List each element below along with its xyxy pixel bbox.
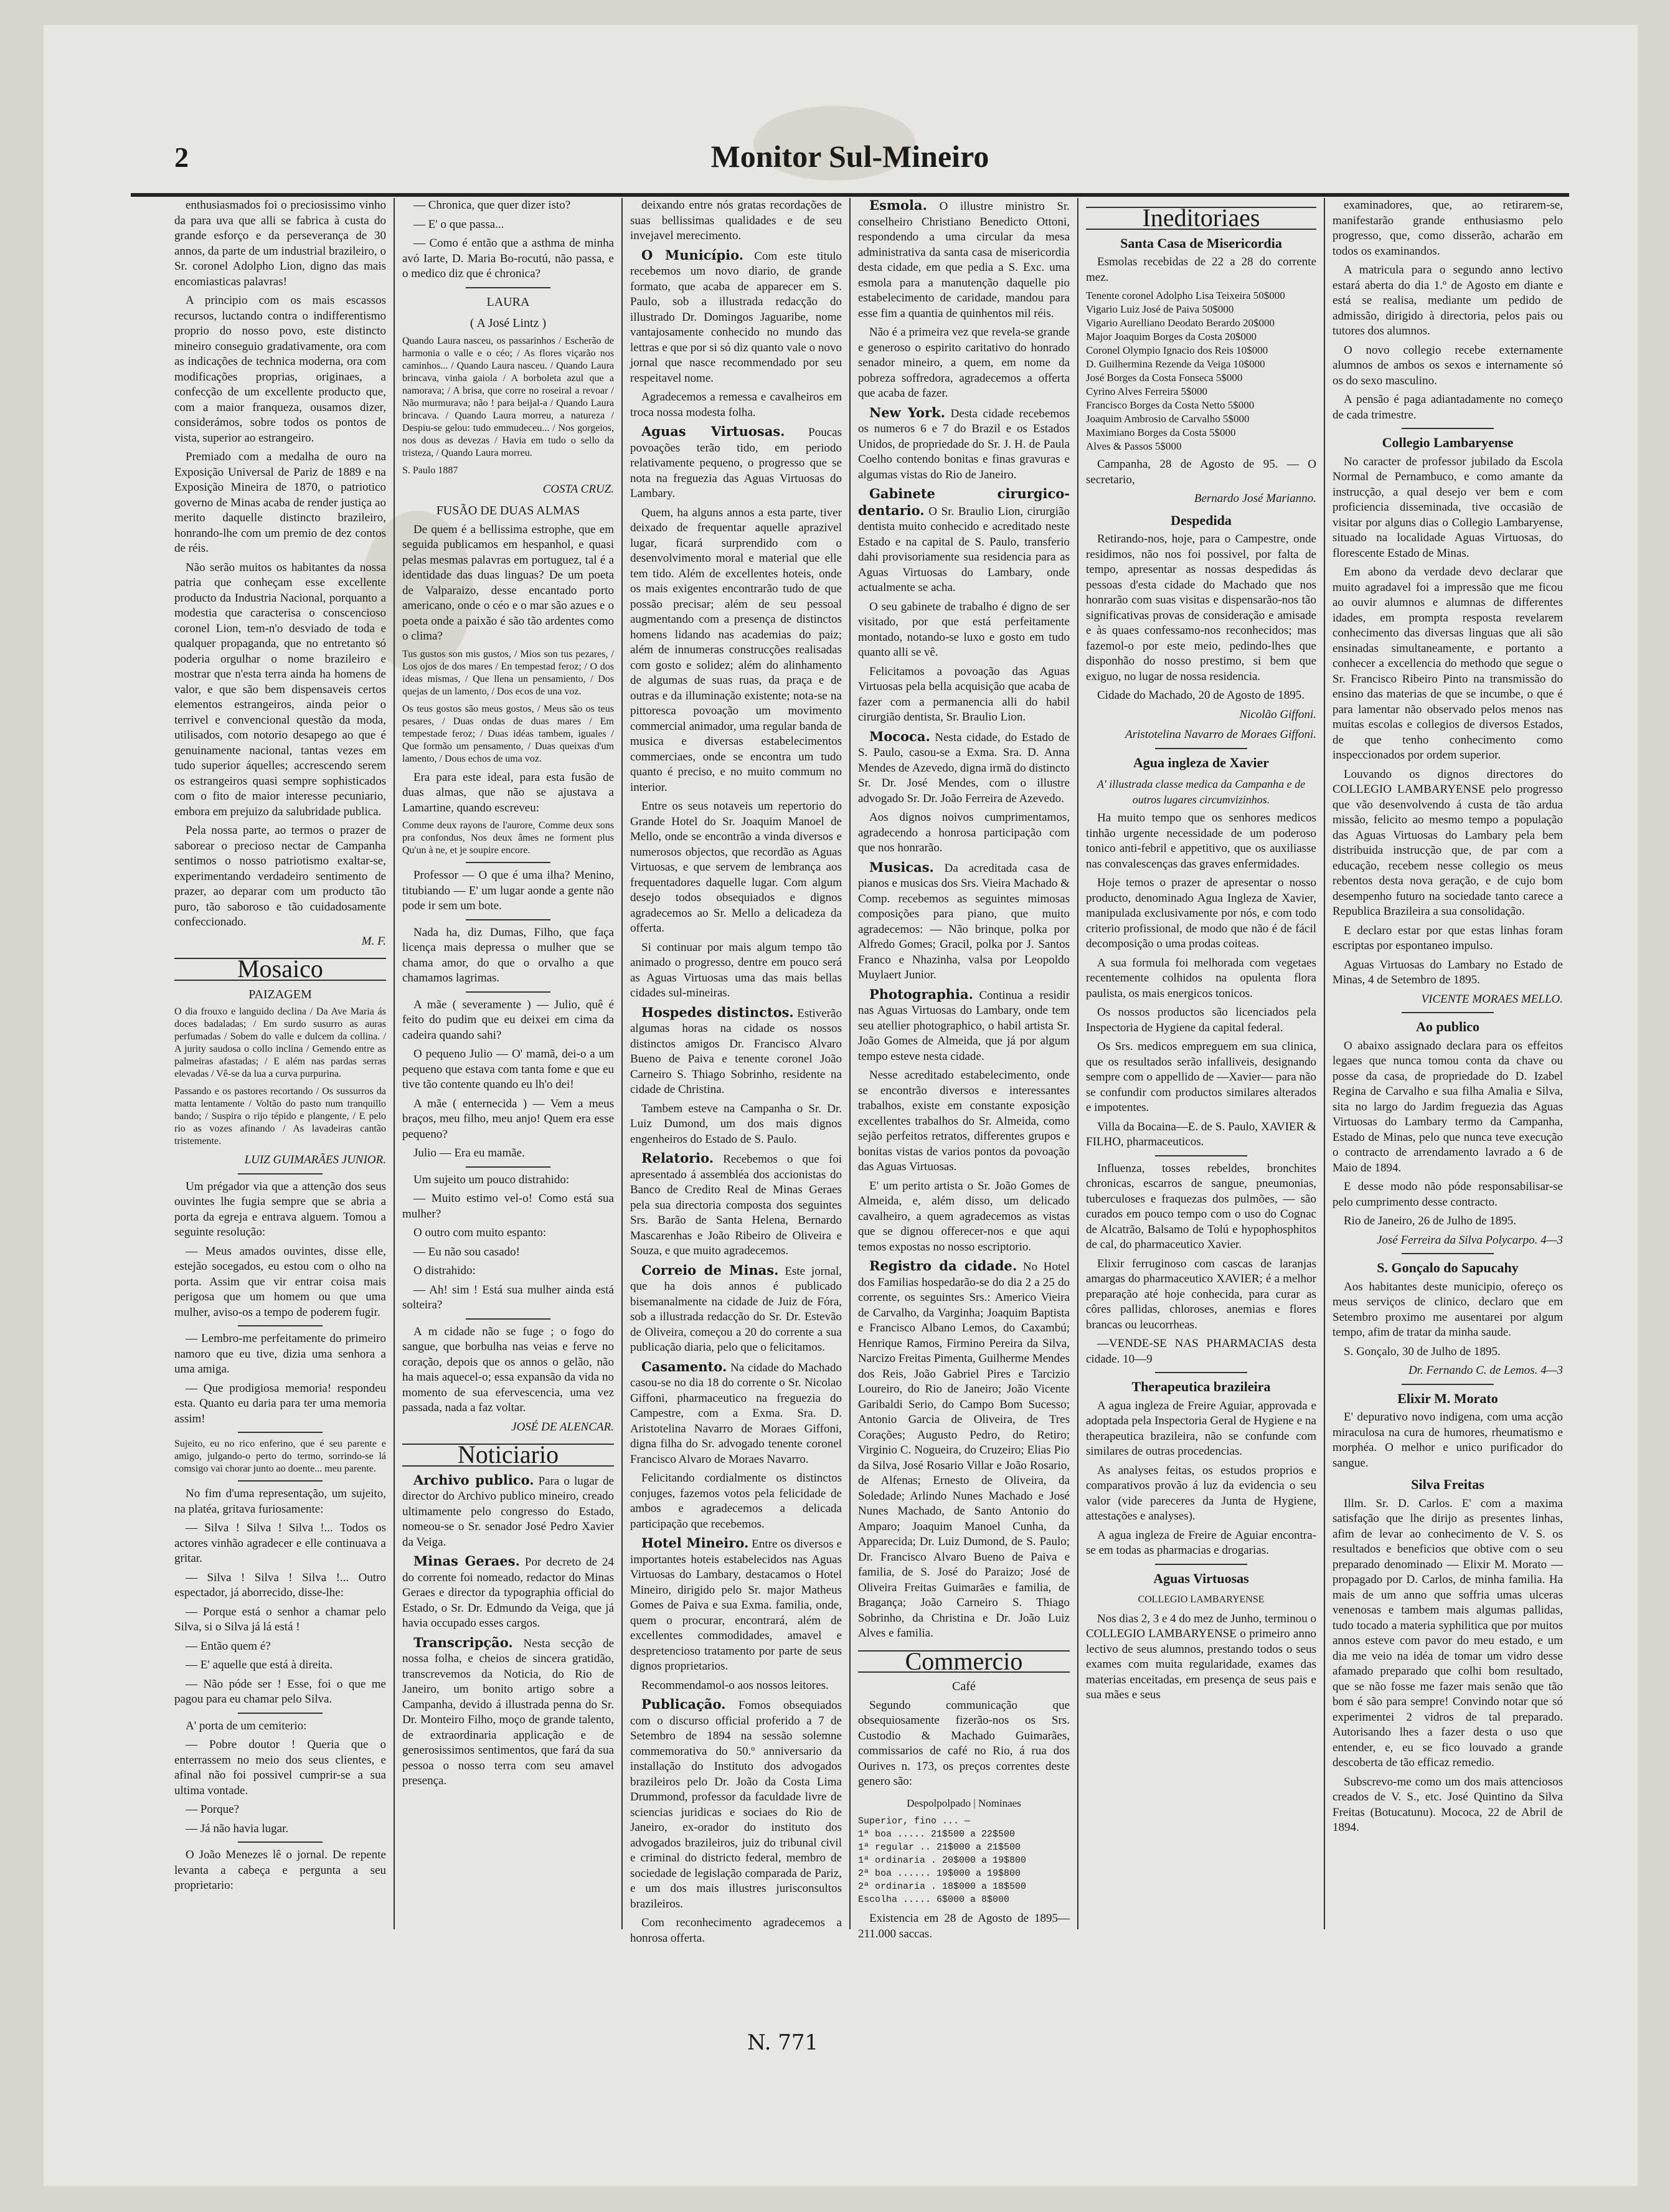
signature: LUIZ GUIMARÃES JUNIOR. [244,1153,386,1166]
paragraph: Um sujeito um pouco distrahido: [413,1173,570,1186]
paragraph: — Muito estimo vel-o! Como está sua mulher? [402,1192,614,1221]
paragraph: A agua ingleza de Freire de Aguiar encontra-se em todas as pharmacias e drogarias. [1086,1528,1316,1557]
paragraph: Illm. Sr. D. Carlos. E' com a maxima satisfação que lhe dirijo as presentes linhas, afim de levar ao conhecimento de V. S. os resultados e beneficios que obtive com o seu preparado denominado — Elixir M. Morato — propagado por D. Carlos, de minha familia. Ha mais de um anno que soffria umas ulceras venenosas e tambem mais algumas pallidas, tudo tocado a materia syphilitica que por muitos annos esteve com pavor do meu estado, e um dia me veio na idéa de tomar um vidro desse afamado preparado que colhi bom resultado, que se não fosse me fazer mais senão que tão bom é são para sempre! Convindo notar que só experimentei 2 vidros de tal preparado. Autorisando lhes a fazer desta o uso que entender, e, eu se fico louvado a grande descoberta de tão efficaz remedio. [1333,1496,1563,1769]
subheading: FUSÃO DE DUAS ALMAS [436,504,580,518]
paragraph: — Não póde ser ! Esse, foi o que me pagou para eu chamar pelo Silva. [174,1677,386,1706]
poem-place: S. Paulo 1887 [402,465,458,476]
news-headline: Aguas Virtuosas. [641,423,785,439]
list-item: José Borges da Costa Fonseca 5$000 [1086,372,1243,384]
signature: M. F. [361,934,386,948]
divider [1402,1012,1494,1013]
news-headline: Relatorio. [641,1150,714,1166]
news-body: Este jornal, que ha dois annos é publicado bisemanalmente na cidade de Juiz de Fóra, sob a illustrada redacção do Sr. Dr. Estevão de Oliveira, começou a 20 do corrente a sua publicação diaria, pelo que o felicitamos. [630,1264,842,1354]
paragraph: Com reconhecimento agradecemos a honrosa offerta. [630,1916,842,1945]
paragraph: No caracter de professor jubilado da Escola Normal de Pernambuco, e como amante da instrucção, a qual desejo ver bem e com proficiencia disseminada, tive occasião de visitar por alguns dias o Collegio Lambaryense, situado na localidade Aguas Virtuosas, do florescente Estado de Minas. [1333,455,1563,560]
table-row: 1ª regular .. 21$000 a 21$500 [858,1842,1021,1853]
divider [466,862,550,863]
column-1 [174,198,386,1929]
paragraph: A agua ingleza de Freire Aguiar, approvada e adoptada pela Inspectoria Geral de Hygiene e na therapeutica brazileira, não se confunde com similares de outras procedencias. [1086,1399,1316,1458]
paragraph: Pela nossa parte, ao termos o prazer de saborear o precioso nectar de Campanha sentimos o nosso patriotismo exaltar-se, experimentando verdadeiro sentimento de prazer, ao deparar com um producto tão puro, tão saboroso e tão cuidadosamente confeccionado. [174,824,386,929]
divider [1155,1564,1247,1565]
subheading: Therapeutica brazileira [1131,1379,1271,1394]
news-body: Com este titulo recebemos um novo diario, de grande formato, que acaba de apparecer em S. Paulo, sob a illustrada redacção do illustrado Dr. Domingos Jaguaribe, nome vantajosamente conhecido no mundo das lettras e que por si só diz quanto vale o novo jornal que nasce recommendado por seu respeitavel nome. [630,249,842,385]
news-body: Fomos obsequiados com o discurso official proferido a 7 de Setembro de 1894 na sessão solemne commemorativa do 50.º anniversario da installação do Instituto dos advogados brazileiros pelo Dr. João da Costa Lima Drummond, professor da faculdade livre de sciencias juridicas e sociaes do Rio de Janeiro, ex-orador do instituto dos advogados brazileiros, juiz do tribunal civil e criminal do districto federal, membro de sociedade de legislação comparada de Pariz, e um dos mais illustres jurisconsultos brazileiros. [630,1699,842,1911]
table-row: 2ª boa ...... 19$000 a 19$800 [858,1868,1021,1879]
news-headline: Registro da cidade. [869,1258,1017,1274]
subheading: Aguas Virtuosas [1153,1570,1249,1586]
verse: Sujeito, eu no rico enferino, que é seu parente e amigo, julgando-o perto do termo, sorrindo-se lá comsigo vai chorar junto ao doente... meu parente. [174,1439,386,1474]
paragraph: Não é a primeira vez que revela-se grande e generoso o espirito caritativo do honrado senador mineiro, a quem, em nome da pobreza soffredora, agradecemos a offerta que acaba de fazer. [858,326,1070,400]
paragraph: A pensão é paga adiantadamente no começo de cada trimestre. [1333,393,1563,422]
paragraph: — E' aquelle que está à direita. [186,1658,333,1671]
list-item: Vigario Aurelliano Deodato Berardo 20$000 [1086,317,1275,329]
verse: Os teus gostos são meus gostos, / Meus são os teus pesares, / Duas ondas de duas mares / Em tempestade feroz; / Duas idéas tambem, iguales / Que formão um pensamento, / Duas queixas d'um lamento, / Dous echos de uma voz. [402,703,614,764]
table-row: Superior, fino ... — [858,1816,971,1827]
news-body: Para o lugar de director do Archivo publico mineiro, creado ultimamente pelo congresso do Estado, nomeou-se o Sr. senador José Pedro Xavier da Veiga. [402,1474,615,1549]
article-columns [174,197,1569,1945]
paragraph: — Silva ! Silva ! Silva !... Outro espectador, já aborrecido, disse-lhe: [174,1571,386,1599]
paragraph: Aos dignos noivos cumprimentamos, agradecendo a honrosa participação com que nos honrarão. [858,811,1070,854]
column-3 [630,198,842,1945]
paragraph: A mãe ( enternecida ) — Vem a meus braços, meu filho, meu anjo! Quem era esse pequeno? [402,1097,614,1141]
news-headline: New York. [869,404,945,420]
dedication: A' illustrada classe medica da Campanha e de outros lugares circumvizinhos. [1097,778,1306,806]
paragraph: — Silva ! Silva ! Silva !... Todos os actores vinhão agradecer e elle continuava a gritar. [174,1521,386,1565]
paragraph: Influenza, tosses rebeldes, bronchites chronicas, escarros de sangue, pneumonias, tuberculoses e fraquezas dos pulmões, — são curados em pouco tempo com o uso do Cognac de Alcatrão, Balsamo de Tolú e hypophosphitos de cal, do pharmaceutico Xavier. [1086,1161,1316,1251]
divider [238,1480,323,1482]
paragraph: Julio — Era eu mamãe. [413,1146,525,1160]
news-headline: Hotel Mineiro. [641,1535,749,1551]
news-body: Desta cidade recebemos os numeros 6 e 7 do Brazil e os Estados Unidos, de propriedade do Sr. J. H. de Paula Coelho contendo bonitas e finas gravuras e algumas vistas do Rio de Janeiro. [858,407,1070,481]
page-header [131,125,1569,197]
news-body: Nesta cidade, do Estado de S. Paulo, casou-se a Exma. Sra. D. Anna Mendes de Azevedo, digna irmã do distincto Sr. Dr. José Mendes, com o illustre advogado Sr. Dr. João Ferreira de Azevedo. [858,730,1070,805]
paragraph: — Lembro-me perfeitamente do primeiro namoro que eu tive, dizia uma senhora a uma amiga. [174,1332,386,1376]
paragraph: S. Gonçalo, 30 de Julho de 1895. [1344,1345,1501,1358]
divider [1402,1384,1494,1385]
paragraph: A' porta de um cemiterio: [186,1719,307,1732]
paragraph: E' um perito artista o Sr. João Gomes de Almeida, e, além disso, um delicado cavalheiro, a quem agradecemos as vistas que se dignou offerecer-nos e que aqui temos expostas no nosso escriptorio. [858,1179,1070,1254]
paragraph: Era para este ideal, para esta fusão de duas almas, que não se ajustava a Lamartine, quando escreveu: [402,770,614,815]
paragraph: — Porque está o senhor a chamar pelo Silva, si o Silva já lá está ! [174,1605,386,1633]
paragraph: Segundo communicação que obsequiosamente fizerão-nos os Srs. Custodio & Machado Guimarães, commissarios de café no Rio, á rua dos Ourives n. 173, os preços correntes deste genero são: [858,1698,1070,1788]
news-headline: Gabinete cirurgico-dentario. [858,486,1070,518]
paragraph: Agradecemos a remessa e cavalheiros em troca nossa modesta folha. [630,390,842,419]
table-row: 2ª ordinaria . 18$000 a 18$500 [858,1881,1027,1892]
news-headline: Minas Geraes. [413,1553,520,1569]
paragraph: Hoje temos o prazer de apresentar o nosso producto, denominado Agua Ingleza de Xavier, manipulada exclusivamente por nós, e com todo criterio profissional, de modo que não é de fácil decomposição o uma prodas coiteas. [1086,876,1316,950]
divider [466,991,550,993]
paragraph: E desse modo não póde responsabilisar-se pelo cumprimento desse contracto. [1333,1180,1563,1209]
news-body: Estiverão algumas horas na cidade os nossos distinctos amigos Dr. Francisco Alvaro Bueno de Paiva e tenente coronel João Carneiro S. Thiago Sobrinho, residente na cidade de Christina. [630,1006,842,1096]
paragraph: Cidade do Machado, 20 de Agosto de 1895. [1097,689,1304,702]
paragraph: Retirando-nos, hoje, para o Campestre, onde residimos, não nos foi possivel, por falta de tempo, apresentar as nossas despedidas ás pessoas d'esta cidade do Machado que nos honrarão com suas visitas e dispensarão-nos tão significativas provas de consideração e amisade e às quaes confessamo-nos reconhecidos; mas fazemol-o por este meio, pedindo-lhes que disponhão do nosso prestimo, si bem que exiguo, no lugar de nossa residencia. [1086,532,1316,683]
paragraph: Professor — O que é uma ilha? Menino, titubiando — E' um lugar aonde a gente não pode ir sem um bote. [402,869,614,912]
list-item: Coronel Olympio Ignacio dos Reis 10$000 [1086,344,1268,356]
paragraph: — Então quem é? [186,1639,271,1653]
paragraph: Nos dias 2, 3 e 4 do mez de Junho, terminou o COLLEGIO LAMBARYENSE o primeiro anno lectivo de seus alumnos, prestando todos o seus exames com muita regularidade, exames das materias enceitadas, em presença de seus pais e sua mães e seus [1086,1612,1316,1701]
column-rule [849,198,851,1929]
subheading: Ao publico [1415,1019,1480,1034]
verse: Tus gustos son mis gustos, / Mios son tus pezares, / Los ojos de dos mares / En tempestad feroz; / O dos ideas mismas, / Que llena un pensamiento, / Dos quejas de un lamento, / Dos ecos de una voz. [402,648,614,697]
paragraph: Aos habitantes deste municipio, ofereço os meus serviços de clinico, declaro que em Setembro proximo me ausentarei por algum tempo, afim de tratar da minha saude. [1333,1280,1563,1339]
paragraph: O outro com muito espanto: [413,1226,547,1239]
paragraph: Aguas Virtuosas do Lambary no Estado de Minas, 4 de Setembro de 1895. [1333,958,1563,986]
news-headline: Publicação. [641,1696,726,1712]
paragraph: As analyses feitas, os estudos proprios e comparativos provão á luz da evidencia o seu valor (vide pareceres da Junta de Hygiene, attestações e analyses). [1086,1463,1316,1523]
list-item: Major Joaquim Borges da Costa 20$000 [1086,331,1257,343]
column-2 [402,198,614,1929]
table-row: 1ª ordinaria . 20$000 a 19$800 [858,1855,1027,1866]
divider [1155,1372,1247,1373]
paragraph: A sua formula foi melhorada com vegetaes recentemente colhidos na opulenta flora paulista, os mais energicos tonicos. [1086,956,1316,1000]
news-headline: Archivo publico. [413,1472,534,1488]
news-headline: Transcripção. [413,1634,513,1650]
subheading: Santa Casa de Misericordia [1120,235,1282,251]
paragraph: — Pobre doutor ! Queria que o enterrassem no meio dos seus clientes, e afinal não foi possivel cumprir-se a sua ultima vontade. [174,1738,386,1797]
paragraph: — Que prodigiosa memoria! respondeu esta. Quanto eu daria para ter uma memoria assim! [174,1381,386,1425]
news-headline: Musicas. [869,859,934,875]
poem-title: PAIZAGEM [248,987,312,1001]
paragraph: Subscrevo-me como um dos mais attenciosos creados de V. S., etc. José Quintino da Silva Freitas (Botucatunu). Mococa, 22 de Abril de 1894. [1333,1775,1563,1834]
news-body: Da acreditada casa de pianos e musicas dos Srs. Vieira Machado & Comp. recebemos as seguintes mimosas composições para piano, que muito agradecemos: — Não brinque, polka por Alfredo Gomes; Gracil, polka por J. Santos Franco e Nhazinha, valsa por Leopoldo Muylaert Junior. [858,861,1070,981]
paragraph: Ha muito tempo que os senhores medicos tinhão urgente necessidade de um poderoso tonico anti-febril e appetitivo, que os auxiliasse nas convalescenças das graves enfermidades. [1086,811,1316,871]
paragraph: — Meus amados ouvintes, disse elle, estejão socegados, eu estou com o olho na porta. Assim que vir entrar coisa mais perigosa que um homem ou que uma mulher, aviso-os a tempo de poderem fugir. [174,1244,386,1319]
subheading: Silva Freitas [1411,1477,1484,1492]
paragraph: E declaro estar por que estas linhas foram escriptas por espontaneo impulso. [1333,924,1563,952]
list-item: Vigario Luiz José de Paiva 50$000 [1086,303,1234,315]
divider [1155,1155,1247,1156]
news-body: Poucas povoações terão tido, em periodo relativamente pequeno, o progresso que se nota na freguezia das Aguas Virtuosas do Lambary. [630,426,842,500]
poem-stanza: O dia frouxo e languido declina / Da Ave Maria ás doces badaladas; / Em surdo susurro as auras perfumadas / Sobem do valle e dulcem da collina. / A jurity saudosa o collo inclina / Gemendo entre as palmeiras afastadas; / E além nas pardas serras elevadas / Vê-se da lua a curva purpurina. [174,1006,386,1079]
paragraph: — Porque? [186,1803,240,1816]
paragraph: Campanha, 28 de Agosto de 95. — O secretario, [1086,458,1316,486]
price-table [858,1815,1070,1906]
paragraph: Felicitando cordialmente os distinctos conjuges, fazemos votos pela felicidade de ambos e agradecemos a delicada participação que recebemos. [630,1472,842,1531]
divider [1402,428,1494,429]
divider [1155,748,1247,749]
paragraph: — Ah! sim ! Está sua mulher ainda está solteira? [402,1283,614,1312]
paragraph: O abaixo assignado declara para os effeitos legaes que nunca tomou conta da chave ou posse da casa, de propriedade do D. Izabel Regina de Carvalho e sua filha Amalia e Silva, sita no largo do Jardim freguezia das Aguas Virtuosas do Lambary termo da Campanha, Estado de Minas, pelo que nunca teve execução o contracto de arrendamento lavrado a 6 de Maio de 1894. [1333,1039,1563,1175]
signature: José Ferreira da Silva Polycarpo. 4—3 [1376,1233,1563,1247]
divider [466,287,550,288]
paragraph: Os Srs. medicos empreguem em sua clinica, que os resultados serão infalliveis, designando sempre com o appellido de —Xavier— para não se confundir com productos similares alterados e impotentes. [1086,1040,1316,1114]
news-body: Por decreto de 24 do corrente foi nomeado, redactor do Minas Geraes e director da typographia official do Estado, o Sr. Dr. Edmundo da Veiga, que já havia occupado esses cargos. [402,1556,614,1630]
masthead-title: Monitor Sul-Mineiro [710,139,989,174]
column-rule [1324,198,1325,1929]
divider [238,1841,323,1843]
paragraph: — Já não havia lugar. [186,1822,289,1835]
poem-stanza: Quando Laura nasceu, os passarinhos / Escherão de harmonia o valle e o céo; / As flores viçarão nos caminhos... / Quando Laura nasceu. / Quando Laura brincava, vinha gaiola / A borboleta azul que a namorava; / A brisa, que corre no roseiral a revoar / Não murmurava; não ! para beijal-a / Quando Laura brincava. / Quando Laura morreu, a natureza / Despiu-se gelou: tudo emmudeceu... / Nos gorgeios, nos dous as devezas / Havia em tudo o sello da tristeza, / Quando Laura morreu. [402,335,614,458]
section-heading-commercio: Commercio [858,1650,1070,1673]
news-headline: Correio de Minas. [641,1262,779,1278]
list-item: Francisco Borges da Costa Netto 5$000 [1086,399,1255,411]
sheet-number: N. 771 [747,2030,819,2055]
column-4 [858,197,1070,1940]
signature: Nicolão Giffoni. [1239,707,1316,721]
column-rule [621,198,623,1929]
subheading: S. Gonçalo do Sapucahy [1377,1260,1519,1275]
news-body: Recebemos o que foi apresentado á assembléa dos accionistas do Banco de Credito Real de Minas Geraes pela sua directoria composta dos seguintes Srs. Barão de Santa Helena, Bernardo Mascarenhas e João Ribeiro de Oliveira e Souza, e que muito agradecemos. [630,1153,842,1257]
poem-title: LAURA [486,295,530,309]
donation-list [1086,289,1316,453]
paragraph: —VENDE-SE NAS PHARMACIAS desta cidade. 10—9 [1086,1337,1316,1366]
divider [466,919,550,920]
news-body: Na cidade do Machado casou-se no dia 18 do corrente o Sr. Nicolao Giffoni, pharmaceutico na freguezia do Campestre, com a Exma. Sra. D. Aristotelina Navarro de Moraes Giffoni, digna filha do Sr. advogado tenente coronel Francisco Alvaro de Moraes Navarro. [630,1361,842,1466]
section-heading-noticiario: Noticiario [402,1444,614,1467]
paragraph: deixando entre nós gratas recordações de suas bellissimas qualidades e de seu invejavel merecimento. [630,199,842,242]
news-headline: O Município. [641,247,744,263]
paragraph: Si continuar por mais algum tempo tão animado o progresso, dentre em pouco será as Aguas Virtuosas uma das mais bellas cidades sul-mineiras. [630,940,842,1000]
signature: Bernardo José Marianno. [1194,492,1316,505]
paragraph: Premiado com a medalha de ouro na Exposição Universal de Pariz de 1889 e na Exposição Mineira de 1870, o patriotico governo de Minas acaba de render justiça ao merito daquelle distincto brazileiro, honrando-lhe com um premio de dez contos de réis. [174,450,386,555]
divider [238,1325,323,1326]
news-headline: Casamento. [641,1358,727,1374]
section-heading-ineditoriaes: Ineditoriaes [1086,207,1316,230]
divider [238,1173,323,1175]
subheading: Despedida [1171,512,1232,528]
subheading: Collegio Lambaryense [1382,435,1514,450]
paragraph: Rio de Janeiro, 26 de Julho de 1895. [1344,1214,1517,1227]
news-headline: Photographia. [869,986,973,1002]
signature: VICENTE MORAES MELLO. [1421,992,1563,1006]
subheading: COLLEGIO LAMBARYENSE [1138,1594,1265,1605]
news-body: Entre os diversos e importantes hoteis estabelecidos nas Aguas Virtuosas do Lambary, destacamos o Hotel Mineiro, dirigido pelo Sr. major Matheus Gomes de Paiva e sua Exma. familia, onde, quem o procurar, encontrará, além de excellentes commodidades, amavel e despretencioso tratamento por parte de seus dignos proprietarios. [630,1538,842,1673]
paragraph: Villa da Bocaina—E. de S. Paulo, XAVIER & FILHO, pharmaceuticos. [1086,1120,1316,1148]
news-headline: Esmola. [869,197,927,213]
paragraph: Tambem esteve na Campanha o Sr. Dr. Luiz Dumond, um dos mais dignos engenheiros do Estado de S. Paulo. [630,1102,842,1146]
paragraph: A matricula para o segundo anno lectivo estará aberta do dia 1.º de Agosto em diante e está se realisa, mediante um pedido de admissão, dirigido à directoria, pelos pais ou tutores dos alumnos. [1333,263,1563,338]
paragraph: — Como é então que a asthma de minha avó Iarte, D. Maria Bo-rocutú, não passa, e o medico diz que é chronica? [402,237,614,280]
list-item: D. Guilhermina Rezende da Veiga 10$000 [1086,358,1265,370]
news-body: Continua a residir nas Aguas Virtuosas do Lambary, onde tem seu atellier photographico, o habil artista Sr. João Gomes de Almeida, que já por algum tempo esteve nesta cidade. [858,988,1070,1063]
paragraph: examinadores, que, ao retirarem-se, manifestarão grande enthusiasmo pelo progresso, que, como disserão, acharão em todos os examinandos. [1333,199,1563,258]
paragraph: — Chronica, que quer dizer isto? [413,199,571,212]
paragraph: — E' o que passa... [413,217,504,231]
paragraph: Um prégador via que a attenção dos seus ouvintes lhe fugia sempre que se abria a porta da egreja e entrava alguem. Tomou a seguinte resolução: [174,1179,386,1239]
signature: Dr. Fernando C. de Lemos. 4—3 [1408,1364,1563,1377]
paragraph: Felicitamos a povoação das Aguas Virtuosas pela bella acquisição que acaba de fazer com a permanencia alli do habil cirurgião dentista, Sr. Braulio Lion. [858,664,1070,724]
list-item: Maximiano Borges da Costa 5$000 [1086,427,1236,438]
page-number: 2 [174,141,189,173]
paragraph: E' depurativo novo indigena, com uma acção miraculosa na cura de humores, rheumatismo e morphéa. O melhor e unico purificador do sangue. [1333,1411,1563,1470]
paragraph: A mãe ( severamente ) — Julio, quê é feito do pudim que eu deixei em cima da cadeira quando sahi? [402,998,614,1042]
divider [238,1713,323,1714]
list-item: Cyrino Alves Ferreira 5$000 [1086,385,1207,397]
paragraph: Não serão muitos os habitantes da nossa patria que conheçam esse excellente producto da Industria Nacional, porquanto a modestia que caracterisa o conscencioso coronel Lion, tem-n'o desviado de toda e qualquer propaganda, que no entretanto só poderia orgulhar o nome brazileiro e mostrar que n'esta terra ainda ha homens de valor, e que são bem dispensaveis certos elementos estrangeiros, ainda peior o terrivel e convencional questão da moda, utilisados, com notorio desapego ao que é genuinamente nacional, tantas vezes em tudo superior áquelles; accrescendo serem os estrangeiros quasi sempre sophisticados com o fito de maior interesse pecuniario, embora em prejuizo da salubridade publica. [174,560,386,818]
divider [238,1432,323,1433]
divider [1402,1253,1494,1254]
paragraph: No fim d'uma representação, um sujeito, na platéa, gritava furiosamente: [174,1487,386,1516]
paragraph: A m cidade não se fuge ; o fogo do sangue, que borbulha nas veias e ferve no coração, depois que os annos o gelão, não ha mais aquecel-o; essa expansão da vida no momento de sua efervescencia, uma vez passada, nada a faz voltar. [402,1325,614,1414]
paragraph: — Eu não sou casado! [413,1245,520,1259]
section-heading-mosaico: Mosaico [174,958,386,981]
signature: Aristotelina Navarro de Moraes Giffoni. [1125,728,1316,741]
verse: Comme deux rayons de l'aurore, Comme deux sons pra confondus, Nos deux âmes ne forment plus Qu'un à ne, et je soupire encore. [402,820,614,856]
subheading: Elixir M. Morato [1397,1390,1498,1406]
paragraph: A principio com os mais escassos recursos, luctando contra o indifferentismo proprio do nosso povo, este distincto mineiro conseguio gradativamente, ora com as indicações de technica moderna, ora com modificações proprias, originaes, a confecção de um excellente producto que, com a maior franqueza, ousamos dizer, considerámos, sobre todos os pontos de vista, superior ao estrangeiro. [174,294,386,445]
paragraph: Os nossos productos são licenciados pela Inspectoria de Hygiene da capital federal. [1086,1006,1316,1034]
divider [466,1318,550,1320]
paragraph: enthusiasmados foi o preciosissimo vinho da para uva que alli se fabrica à custa do grande esforço e da perseverança de 30 annos, da parte de um industrial brazileiro, o Sr. coronel Adolpho Lion, digno das mais encomiasticas palavras! [174,199,386,288]
paragraph: Elixir ferruginoso com cascas de laranjas amargas do pharmaceutico XAVIER; é a melhor preparação até hoje conhecida, para curar as côres pallidas, chloroses, anemias e flores brancas ou leucorrheas. [1086,1257,1316,1331]
column-rule [394,198,395,1929]
news-body: O Sr. Braulio Lion, cirurgião dentista muito conhecido e acreditado neste Estado e na capital de S. Paulo, transferio dahi provisoriamente sua residencia para as Aguas Virtuosas do Lambary, onde actualmente se acha. [858,504,1070,594]
paragraph: De quem é a bellissima estrophe, que em seguida publicamos em hespanhol, e quasi pelas mesmas palavras em portuguez, tal é a identidade das duas linguas? De um poeta de Valparaizo, desse encantado porto americano, onde o céo e o mar são azues e o poeta onde a paixão é são tão ardentes como o clima? [402,522,614,643]
paragraph: Existencia em 28 de Agosto de 1895—211.000 saccas. [858,1912,1070,1940]
paragraph: Nesse acreditado estabelecimento, onde se encontrão diversos e interessantes trabalhos, existe em constante exposição excellentes trabalhos do Sr. Almeida, como sejão perfeitos retratos, differentes grupos e bonitas vistas de varios pontos da povoação das Aguas Virtuosas. [858,1069,1070,1173]
signature: JOSÉ DE ALENCAR. [511,1420,614,1434]
poem-dedication: ( A José Lintz ) [469,316,547,330]
paragraph: O seu gabinete de trabalho é digno de ser visitado, por que está perfeitamente montado, notando-se luxo e gosto em tudo quanto alli se vê. [858,600,1070,659]
list-item: Joaquim Ambrosio de Carvalho 5$000 [1086,413,1250,425]
subheading: Café [952,1680,976,1693]
list-item: Alves & Passos 5$000 [1086,440,1182,452]
paragraph: Nada ha, diz Dumas, Filho, que faça licença mais depressa o mulher que se chama amor, do que o orvalho a que chamamos lagrimas. [402,925,614,985]
list-item: Tenente coronel Adolpho Lisa Teixeira 50$000 [1086,290,1285,301]
subheading: Agua ingleza de Xavier [1133,754,1270,770]
paragraph: Em abono da verdade devo declarar que muito agradavel foi a impressão que me ficou ao ouvir alumnos e alumnas de differentes idades, em prompta resposta revelarem conhecimento das diversas linguas que ali são ensinadas simultaneamente, e portanto a conhecer a excellencia do methodo que segue o Sr. Francisco Ribeiro Pinto na transmissão do ensino das materias de que se incumbe, o que é para lamentar não observado pelos menos nas muitas escolas e collegios de diversos Estados, de que tenho conhecimento como inspeccionados por ordem superior. [1333,565,1563,762]
news-headline: Mococa. [869,728,930,744]
paragraph: O novo collegio recebe externamente alumnos de ambos os sexos e internamente só os do sexo masculino. [1333,343,1563,387]
column-6 [1333,198,1563,1929]
paragraph: Entre os seus notaveis um repertorio do Grande Hotel do Sr. Joaquim Manoel de Mello, onde se encontrão a vinda diversos e numerosos objectos, que recordão as Aguas Virtuosas, e que servem de lembrança aos frequentadores daquelle lugar. Com algum desejo todos obsequiados e dignos agradecemos ao Sr. Mello a delicadeza da offerta. [630,800,842,935]
poem-stanza: Passando e os pastores recortando / Os sussurros da matta lentamente / Voltão do pasto num tranquillo bando; / Suspira o rijo tépido e plangente, / E pelo rio as vozes afinando / As lavadeiras cantão tristemente. [174,1086,386,1146]
news-body: O illustre ministro Sr. conselheiro Christiano Benedicto Ottoni, respondendo a uma circular da mesa administrativa da santa casa de misericordia desta cidade, em que pedia a S. Exc. uma esmola para a manutenção daquelle pio estabelecimento de caridade, mandou para esse fim a quantia de quinhentos mil réis. [858,200,1070,320]
column-5 [1086,198,1316,1929]
signature: COSTA CRUZ. [542,482,614,496]
column-rule [1077,198,1078,1929]
paragraph: Louvando os dignos directores do COLLEGIO LAMBARYENSE pelo progresso que vão desenvolvendo á custa de tão ardua missão, felicito ao mesmo tempo a população das Aguas Virtuosas do Lambary pela bem distribuida instrucção que, de par com a educação, recebem nesse collegio os meus rebentos desta nova geração, e de cujo bom desempenho futuro na sociedade tanto carece a Republica Brazileira a sua consolidação. [1333,767,1563,918]
paragraph: Recommendamol-o aos nossos leitores. [641,1678,829,1692]
paragraph: O pequeno Julio — O' mamã, dei-o a um pequeno que estava com tanta fome e que eu tive tão contente quando eu lh'o dei! [402,1047,614,1091]
table-row: Escolha ..... 6$000 a 8$000 [858,1894,1010,1905]
table-row: 1ª boa ..... 21$500 a 22$500 [858,1829,1016,1840]
news-body: No Hotel dos Familias hospedarão-se do dia 2 a 25 do corrente, os seguintes Srs.: Americo Vieira de Carvalho, da Varginha; Joaquim Baptista e Francisco Albano Lemos, do Caxambú; Henrique Ramos, Firmino Pereira da Silva, Narcizo Freitas Pimenta, Guilherme Mendes dos Reis, João Gabriel Pires e Tarcizio Loureiro, do Rio de Janeiro; João Vicente Garibaldi Serio, do Campo Bom Sucesso; Antonio Garcia de Oliveira, de Tres Corações; Augusto Pedro, do Retiro; Virginio C. Nogueira, do Cruzeiro; Elias Pio da Silva, José Rosario Villar e João Rosario, de Alfenas; Ernesto de Oliveira, da Soledade; Arlindo Nunes Machado e José Nunes Machado, de Santo Antonio do Amparo; Joaquim Manoel Cunha, da Apparecida; Dr. Luiz Dumond, de S. Paulo; Dr. Francisco Alvaro Bueno de Paiva e familia, de S. José do Paraizo; José de Oliveira Freitas Guimarães e familia, de Bragança; João Carneiro S. Thiago Sobrinho, da Christina e Dr. João Luiz Alves e familia. [858,1260,1070,1640]
paragraph: Esmolas recebidas de 22 a 28 do corrente mez. [1086,255,1316,284]
paragraph: Quem, ha alguns annos a esta parte, tiver deixado de frequentar aquelle aprazivel lugar, ficará surprendido com o desenvolvimento moral e material que elle tem tido. Além de excellentes hoteis, onde os mais exigentes encontrarão tudo de que possão precisar; além de seu pessoal augmentando com a presença de distinctos homens lidando nas academias do paiz; além de innumeras construcções realisadas com gosto e solidez; além do alinhamento de algumas de suas ruas, da praça e de outras e da illuminação existente; nota-se na pittoresca povoação um movimento commercial animador, uma regular banda de musica e diversas estabelecimentos commerciaes, onde se encontra um tudo quanto é preciso, e no muito commum no interior. [630,506,842,794]
paragraph: O distrahido: [413,1264,476,1277]
divider [466,1166,550,1168]
news-body: Nesta secção de nossa folha, e cheios de sincera gratidão, transcrevemos da Noticia, do Rio de Janeiro, um bonito artigo sobre a Campanha, devido á illustrada penna do Sr. Dr. Monteiro Filho, moço de grande talento, de extraordinaria applicação e de generosissimos sentimentos, que fará da sua pessoa o nosso terra com seu amavel presença. [402,1637,615,1787]
price-table-header: Despolpolpado | Nominaes [907,1797,1021,1809]
news-headline: Hospedes distinctos. [641,1004,794,1020]
paragraph: O João Menezes lê o jornal. De repente levanta a cabeça e pergunta a seu proprietario: [174,1848,386,1892]
